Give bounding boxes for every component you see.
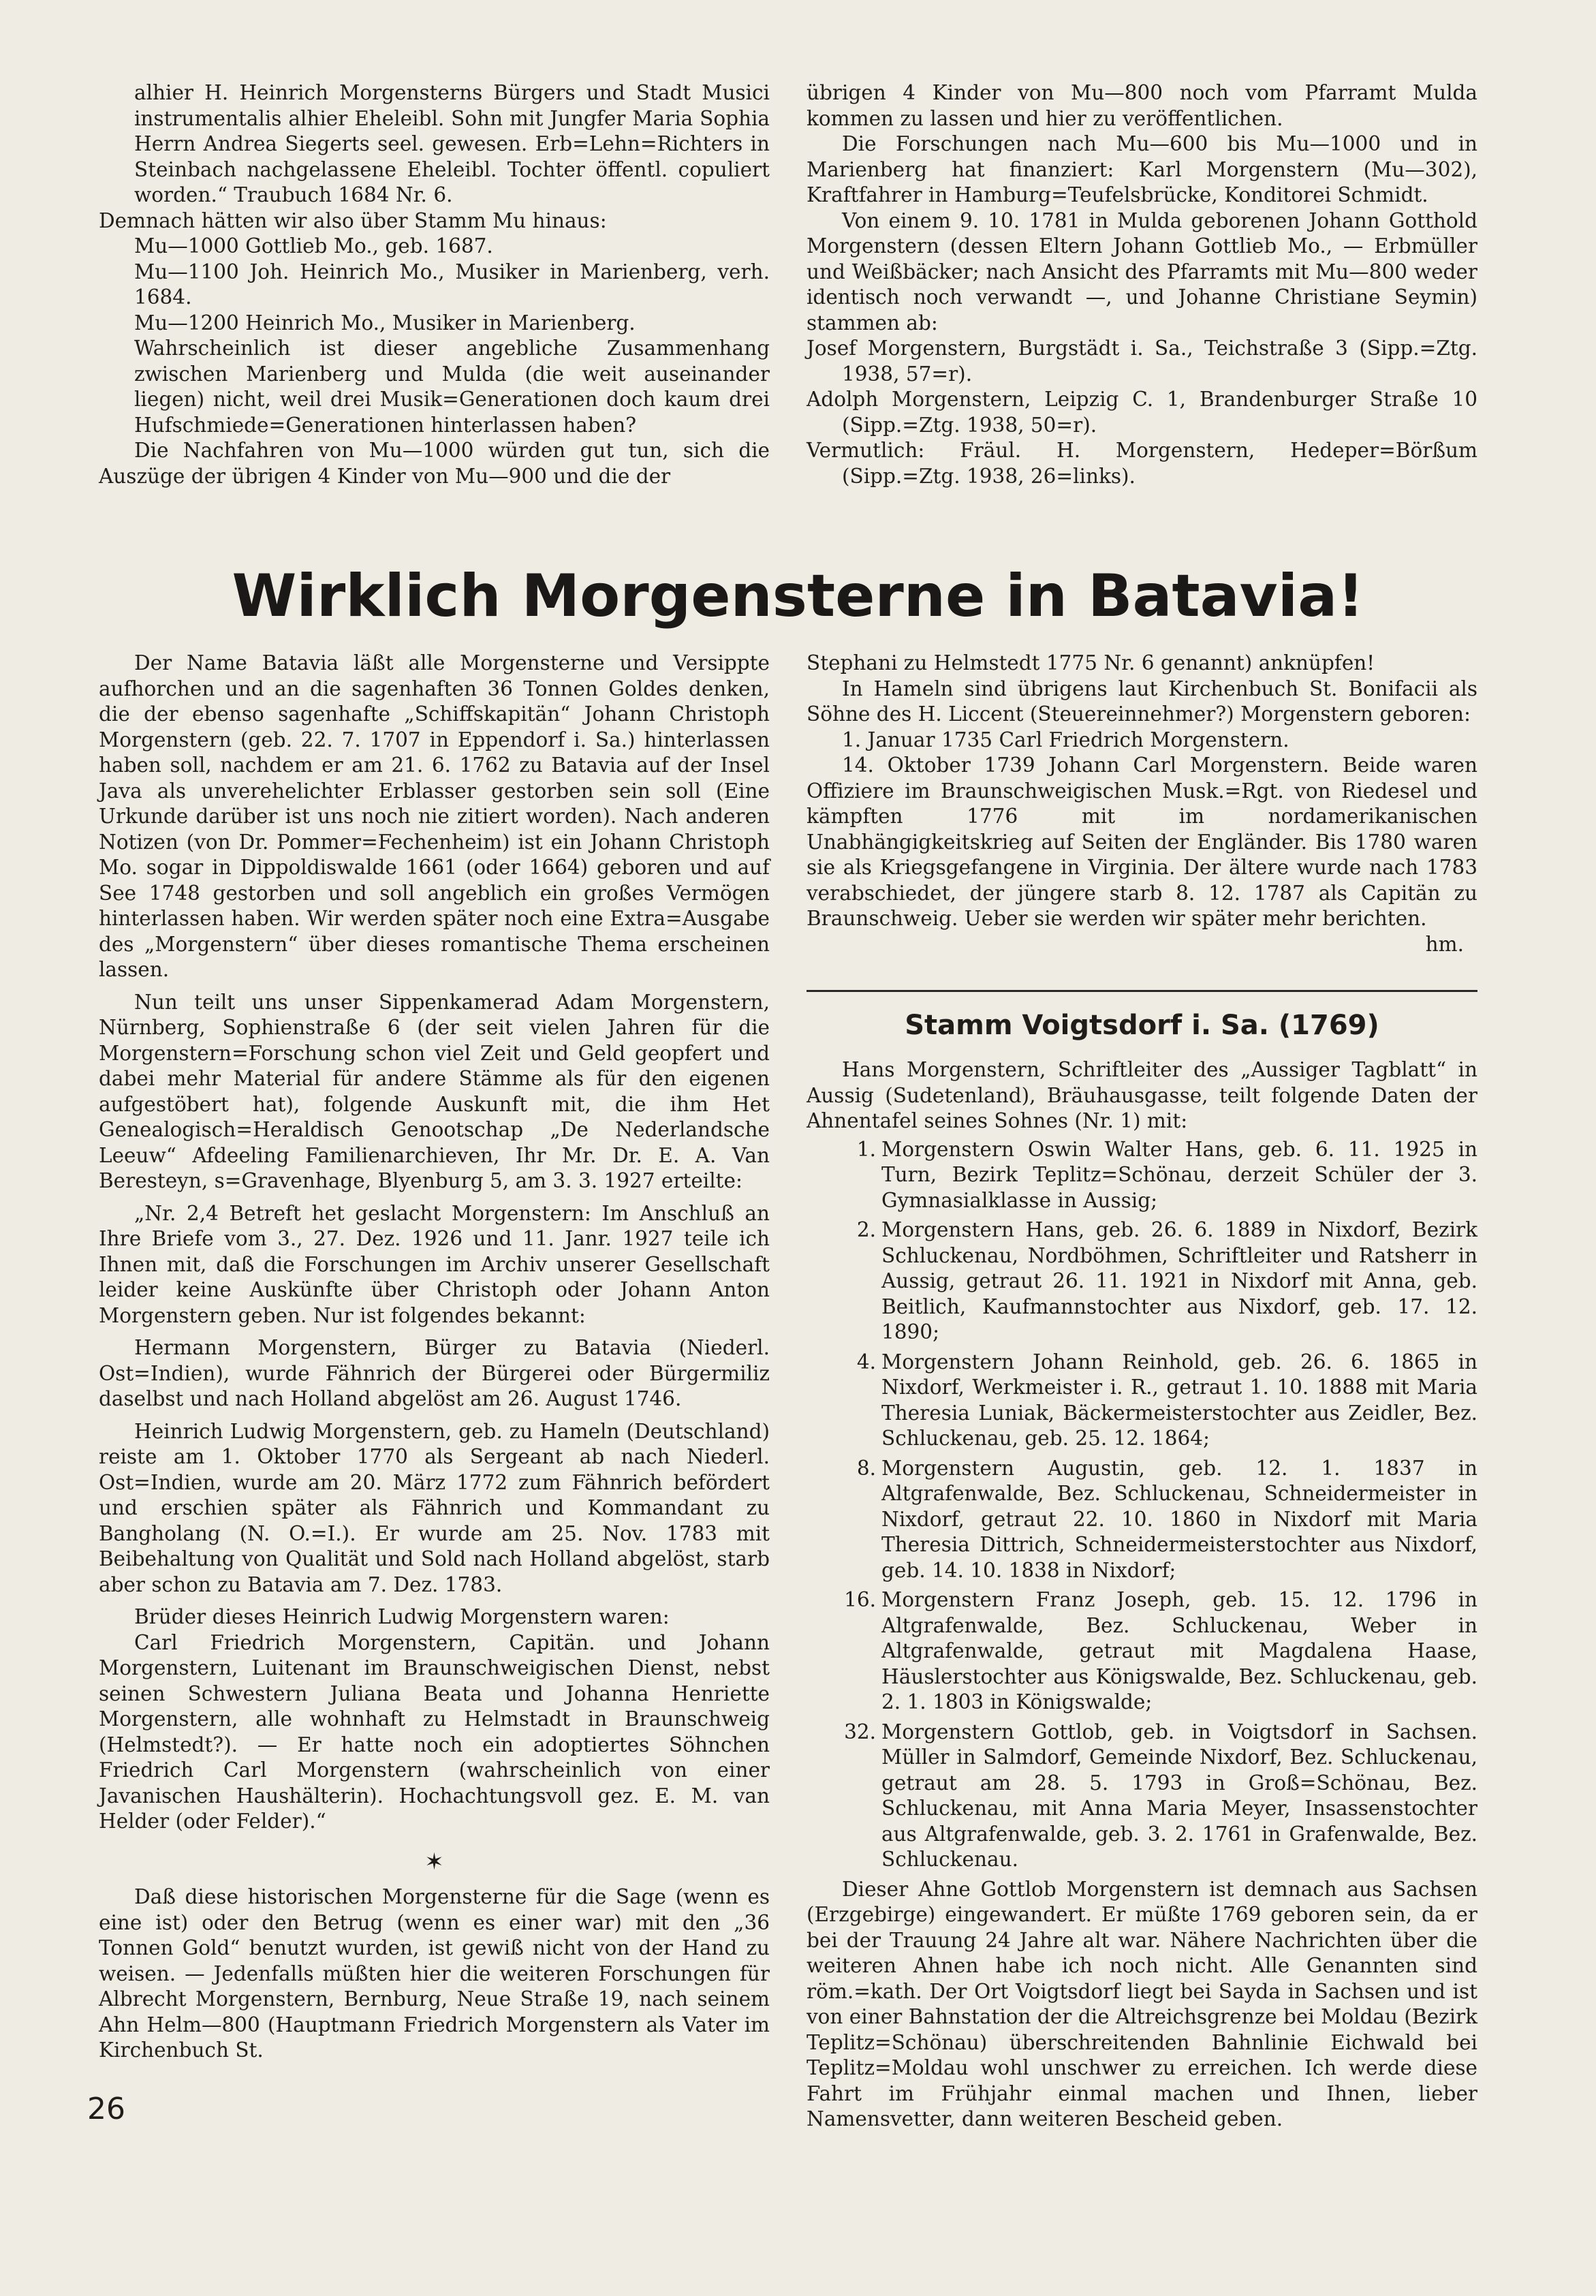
ancestor-text: Morgenstern Augustin, geb. 12. 1. 1837 in Altgrafenwalde, Bez. Schluckenau, Schneidermeister in Nixdorf, getraut 22. 10. 1860 in Nixdorf mit Maria Theresia Dittrich, Schneidermeisterstochter aus Nixdorf, geb. 14. 10. 1838 in Nixdorf; — [881, 1456, 1477, 1582]
voigtsdorf-section — [807, 1057, 1477, 2132]
section-heading: Stamm Voigtsdorf i. Sa. (1769) — [905, 1010, 1379, 1041]
page-number: 26 — [87, 2092, 125, 2126]
article-left-conclusion — [99, 1884, 770, 2064]
voigtsdorf-intro: Hans Morgenstern, Schriftleiter des „Aussiger Tagblatt“ in Aussig (Sudetenland), Bräuhausgasse, teilt folgende Daten der Ahnentafel seines Sohnes (Nr. 1) mit: — [807, 1058, 1477, 1132]
paragraph: Josef Morgenstern, Burgstädt i. Sa., Teichstraße 3 (Sipp.=Ztg. 1938, 57=r). — [807, 337, 1477, 386]
ancestor-text: Morgenstern Hans, geb. 26. 6. 1889 in Nixdorf, Bezirk Schluckenau, Nordböhmen, Schriftleiter und Ratsherr in Aussig, getraut 26. 11. 1921 in Nixdorf mit Anna, geb. Beitlich, Kaufmannstochter aus Nixdorf, geb. 17. 12. 1890; — [881, 1218, 1477, 1344]
paragraph: Die Forschungen nach Mu—600 bis Mu—1000 und in Marienberg hat finanziert: Karl Morgenstern (Mu—302), Kraftfahrer in Hamburg=Teufelsbrücke, Konditorei Schmidt. — [807, 132, 1477, 206]
ancestor-entry — [807, 1350, 1477, 1452]
ancestor-entry — [807, 1137, 1477, 1214]
ancestor-text: Morgenstern Johann Reinhold, geb. 26. 6. 1865 in Nixdorf, Werkmeister i. R., getraut 1. 10. 1888 mit Maria Theresia Luniak, Bäckermeisterstochter aus Zeidler, Bez. Schluckenau, geb. 25. 12. 1864; — [881, 1350, 1477, 1450]
paragraph: Von einem 9. 10. 1781 in Mulda geborenen Johann Gotthold Morgenstern (dessen Eltern Johann Gottlieb Mo., — Erbmüller und Weißbäcker; nach Ansicht des Pfarramts mit Mu—800 weder identisch noch verwandt —, und Johanne Christiane Seymin) stammen ab: — [807, 208, 1477, 335]
article-right-column — [807, 651, 1477, 957]
ancestor-number: 32. — [844, 1720, 876, 1743]
ancestor-list — [807, 1137, 1477, 1873]
author-signature: hm. — [1425, 932, 1464, 956]
paragraph: Demnach hätten wir also über Stamm Mu hinaus: — [99, 208, 607, 232]
article-headline: Wirklich Morgensterne in Batavia! — [232, 562, 1364, 630]
paragraph: Carl Friedrich Morgenstern, Capitän. und Johann Morgenstern, Luitenant im Braunschweigischen Dienst, nebst seinen Schwestern Juliana Beata und Johanna Henriette Morgenstern, alle wohnhaft zu Helmstadt in Braunschweig (Helmstedt?). — Er hatte noch ein adoptiertes Söhnchen Friedrich Carl Morgenstern (wahrscheinlich von einer Javanischen Haushälterin). Hochachtungsvoll gez. E. M. van Helder (oder Felder).“ — [99, 1630, 770, 1833]
ancestor-entry — [807, 1217, 1477, 1346]
ancestor-text: Morgenstern Franz Joseph, geb. 15. 12. 1796 in Altgrafenwalde, Bez. Schluckenau, Weber in Altgrafenwalde, getraut mit Magdalena Haase, Häuslerstochter aus Königswalde, Bez. Schluckenau, geb. 2. 1. 1803 in Königswalde; — [881, 1588, 1477, 1713]
article-left-body — [99, 651, 770, 1835]
ancestor-entry — [807, 1587, 1477, 1716]
ancestor-number: 4. — [856, 1350, 876, 1374]
ancestor-number: 16. — [844, 1588, 876, 1611]
paragraph: Die Nachfahren von Mu—1000 würden gut tun, sich die Auszüge der übrigen 4 Kinder von Mu—900 und die der — [99, 439, 770, 488]
paragraph: Vermutlich: Fräul. H. Morgenstern, Hedeper=Börßum (Sipp.=Ztg. 1938, 26=links). — [807, 439, 1477, 488]
ancestor-entry — [807, 1456, 1477, 1584]
ancestor-text: Morgenstern Gottlob, geb. in Voigtsdorf in Sachsen. Müller in Salmdorf, Gemeinde Nixdorf, Bez. Schluckenau, getraut am 28. 5. 1793 in Groß=Schönau, Bez. Schluckenau, mit Anna Maria Meyer, Insassenstochter aus Altgrafenwalde, geb. 3. 2. 1761 in Grafenwalde, Bez. Schluckenau. — [881, 1720, 1477, 1871]
ancestor-entry — [807, 1720, 1477, 1873]
paragraph: 1. Januar 1735 Carl Friedrich Morgenstern. — [842, 728, 1289, 751]
paragraph: Brüder dieses Heinrich Ludwig Morgenstern waren: — [134, 1605, 670, 1628]
article-right-body — [807, 651, 1477, 932]
paragraph: 14. Oktober 1739 Johann Carl Morgenstern. Beide waren Offiziere im Braunschweigischen Musk.=Rgt. von Riedesel und kämpften 1776 mit im nordamerikanischen Unabhängigkeitskrieg auf Seiten der Engländer. Bis 1780 waren sie als Kriegsgefangene in Virginia. Der ältere wurde nach 1783 verabschiedet, der jüngere starb 8. 12. 1787 als Capitän zu Braunschweig. Ueber sie werden wir später mehr berichten. — [807, 754, 1477, 930]
paragraph: Mu—1100 Joh. Heinrich Mo., Musiker in Marienberg, verh. 1684. — [134, 260, 770, 309]
paragraph: Der Name Batavia läßt alle Morgensterne und Versippte aufhorchen und an die sagenhaften 36 Tonnen Goldes denken, die der ebenso sagenhafte „Schiffskapitän“ Johann Christoph Morgenstern (geb. 22. 7. 1707 in Eppendorf i. Sa.) hinterlassen haben soll, nachdem er am 21. 6. 1762 zu Batavia auf der Insel Java als unverehelichter Erblasser gestorben sein soll (Eine Urkunde darüber ist uns noch nie zitiert worden). Nach anderen Notizen (von Dr. Pommer=Fechenheim) ist ein Johann Christoph Mo. sogar in Dippoldiswalde 1661 (oder 1664) geboren und auf See 1748 gestorben und soll angeblich ein großes Vermögen hinterlassen haben. Wir werden später noch eine Extra=Ausgabe des „Morgenstern“ über dieses romantische Thema erscheinen lassen. — [99, 651, 770, 981]
paragraph: In Hameln sind übrigens laut Kirchenbuch St. Bonifacii als Söhne des H. Liccent (Steuereinnehmer?) Morgenstern geboren: — [807, 677, 1477, 726]
article-left-column — [99, 651, 770, 2064]
paragraph: Heinrich Ludwig Morgenstern, geb. zu Hameln (Deutschland) reiste am 1. Oktober 1770 als Sergeant ab nach Niederl. Ost=Indien, wurde am 20. März 1772 zum Fähnrich befördert und erschien später als Fähnrich und Kommandant zu Bangholang (N. O.=I.). Er wurde am 25. Nov. 1783 mit Beibehaltung von Qualität und Sold nach Holland abgelöst, starb aber schon zu Batavia am 7. Dez. 1783. — [99, 1419, 770, 1596]
paragraph: Nun teilt uns unser Sippenkamerad Adam Morgenstern, Nürnberg, Sophienstraße 6 (der seit vielen Jahren für die Morgenstern=Forschung schon viel Zeit und Geld geopfert und dabei mehr Material für andere Stämme als für den eigenen aufgestöbert hat), folgende Auskunft mit, die ihm Het Genealogisch=Heraldisch Genootschap „De Nederlandsche Leeuw“ Afdeeling Familienarchieven, Ihr Mr. Dr. E. A. Van Beresteyn, s=Gravenhage, Blyenburg 5, am 3. 3. 1927 erteilte: — [99, 990, 770, 1192]
voigtsdorf-closing: Dieser Ahne Gottlob Morgenstern ist demnach aus Sachsen (Erzgebirge) eingewandert. Er müßte 1769 geboren sein, da er bei der Trauung 24 Jahre alt war. Nähere Nachrichten über die weiteren Ahnen habe ich noch nicht. Alle Genannten sind röm.=kath. Der Ort Voigtsdorf liegt bei Sayda in Sachsen und ist von einer Bahnstation der die Altreichsgrenze bei Moldau (Bezirk Teplitz=Schönau) überschreitenden Bahnlinie Eichwald bei Teplitz=Moldau wohl unschwer zu erreichen. Ich werde diese Fahrt im Frühjahr einmal machen und Ihnen, lieber Namensvetter, dann weiteren Bescheid geben. — [807, 1877, 1477, 2130]
ancestor-text: Morgenstern Oswin Walter Hans, geb. 6. 11. 1925 in Turn, Bezirk Teplitz=Schönau, derzeit Schüler der 3. Gymnasialklasse in Aussig; — [881, 1137, 1477, 1212]
section-separator: ✶ — [424, 1848, 444, 1876]
paragraph: Adolph Morgenstern, Leipzig C. 1, Brandenburger Straße 10 (Sipp.=Ztg. 1938, 50=r). — [807, 388, 1477, 437]
paragraph: Wahrscheinlich ist dieser angebliche Zusammenhang zwischen Marienberg und Mulda (die weit auseinander liegen) nicht, weil drei Musik=Generationen doch kaum drei Hufschmiede=Generationen hinterlassen haben? — [134, 337, 770, 437]
paragraph: Hermann Morgenstern, Bürger zu Batavia (Niederl. Ost=Indien), wurde Fähnrich der Bürgerei oder Bürgermiliz daselbst und nach Holland abgelöst am 26. August 1746. — [99, 1336, 770, 1410]
paragraph: „Nr. 2,4 Betreft het geslacht Morgenstern: Im Anschluß an Ihre Briefe vom 3., 27. Dez. 1926 und 11. Janr. 1927 teile ich Ihnen mit, daß die Forschungen im Archiv unserer Gesellschaft leider keine Auskünfte über Christoph oder Johann Anton Morgenstern geben. Nur ist folgendes bekannt: — [99, 1201, 770, 1327]
section-divider — [807, 990, 1477, 992]
ancestor-number: 8. — [856, 1456, 876, 1480]
top-right-column — [807, 80, 1477, 489]
paragraph: übrigen 4 Kinder von Mu—800 noch vom Pfarramt Mulda kommen zu lassen und hier zu veröffentlichen. — [807, 81, 1477, 130]
ancestor-number: 1. — [856, 1137, 876, 1161]
paragraph: Daß diese historischen Morgensterne für die Sage (wenn es eine ist) oder den Betrug (wenn es einer war) mit den „36 Tonnen Gold“ benutzt wurden, ist gewiß nicht von der Hand zu weisen. — Jedenfalls müßten hier die weiteren Forschungen für Albrecht Morgenstern, Bernburg, Neue Straße 19, nach seinem Ahn Helm—800 (Hauptmann Friedrich Morgenstern als Vater im Kirchenbuch St. — [99, 1885, 770, 2062]
top-left-column — [99, 80, 770, 489]
paragraph: alhier H. Heinrich Morgensterns Bürgers und Stadt Musici instrumentalis alhier Eheleibl. Sohn mit Jungfer Maria Sophia Herrn Andrea Siegerts seel. gewesen. Erb=Lehn=Richters in Steinbach nachgelassene Eheleibl. Tochter öffentl. copuliert worden.“ Traubuch 1684 Nr. 6. — [134, 81, 770, 206]
paragraph: Stephani zu Helmstedt 1775 Nr. 6 genannt) anknüpfen! — [807, 651, 1375, 674]
ancestor-number: 2. — [856, 1218, 876, 1241]
paragraph: Mu—1000 Gottlieb Mo., geb. 1687. — [134, 234, 493, 258]
paragraph: Mu—1200 Heinrich Mo., Musiker in Marienberg. — [134, 311, 636, 335]
